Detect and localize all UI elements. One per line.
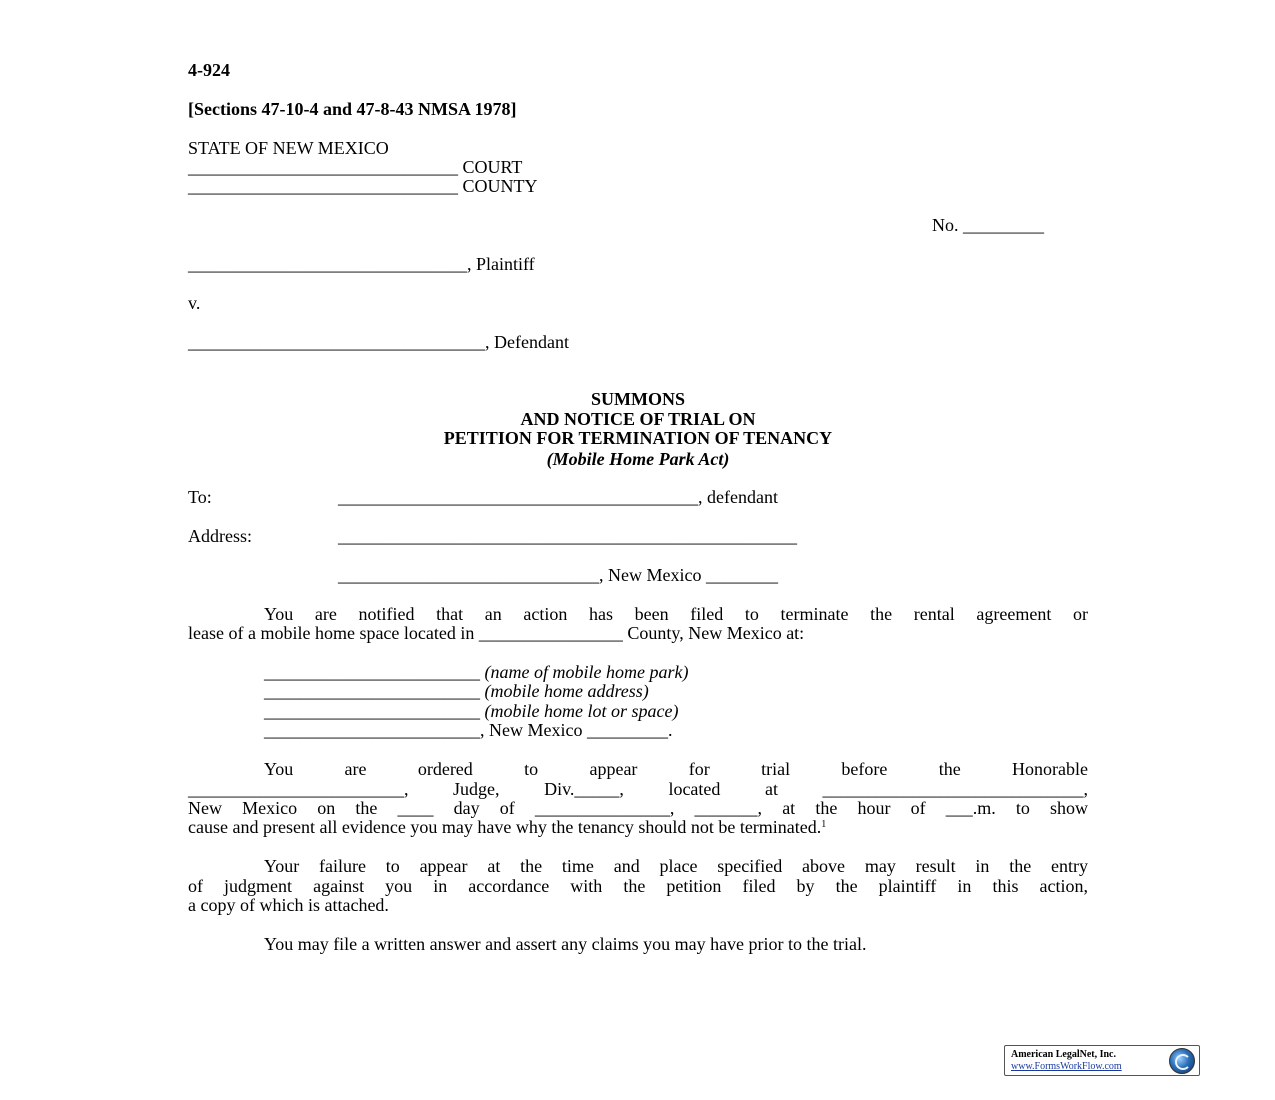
company-name: American LegalNet, Inc. [1011, 1049, 1116, 1060]
plaintiff-field: _______________________________, Plaintiff [188, 254, 535, 274]
failure-paragraph-line-2: of judgment against you in accordance with the petition filed by the plaintiff in this action, [188, 876, 1088, 896]
versus-label: v. [188, 293, 201, 313]
notice-paragraph-line-2: lease of a mobile home space located in ________________ County, New Mexico at: [188, 623, 805, 643]
title-petition: PETITION FOR TERMINATION OF TENANCY [443, 428, 833, 448]
to-defendant-field: ________________________________________, defendant [338, 487, 778, 507]
answer-paragraph: You may file a written answer and assert any claims you may have prior to the trial. [264, 934, 867, 954]
globe-icon [1169, 1048, 1195, 1074]
title-act: (Mobile Home Park Act) [546, 449, 730, 469]
failure-paragraph-line-3: a copy of which is attached. [188, 895, 389, 915]
order-paragraph-line-3: New Mexico on the ____ day of _______________, _______, at the hour of ___.m. to show [188, 798, 1088, 818]
mobile-home-park-field: ________________________ (name of mobile home park) [264, 662, 689, 682]
mobile-home-address-field: ________________________ (mobile home address) [264, 681, 649, 701]
title-summons: SUMMONS [591, 389, 685, 409]
order-paragraph-line-2: ________________________, Judge, Div._____, located at _____________________________, [188, 779, 1088, 799]
title-notice-of-trial: AND NOTICE OF TRIAL ON [520, 409, 756, 429]
state-heading: STATE OF NEW MEXICO [188, 138, 389, 158]
forms-workflow-link[interactable]: www.FormsWorkFlow.com [1011, 1061, 1122, 1072]
defendant-field: _________________________________, Defendant [188, 332, 569, 352]
footnote-marker: 1 [821, 819, 827, 830]
address-line-1: ___________________________________________________ [338, 526, 797, 546]
notice-paragraph-line-1: You are notified that an action has been filed to terminate the rental agreement or [264, 604, 1088, 624]
address-label: Address: [188, 526, 252, 546]
failure-paragraph-line-1: Your failure to appear at the time and place specified above may result in the entry [264, 856, 1088, 876]
court-field: ______________________________ COURT [188, 157, 523, 177]
order-paragraph-line-1: You are ordered to appear for trial before the Honorable [264, 759, 1088, 779]
form-number: 4-924 [188, 60, 230, 80]
to-label: To: [188, 487, 212, 507]
mobile-home-city-field: ________________________, New Mexico _________. [264, 720, 673, 740]
case-number-field: No. _________ [932, 215, 1044, 235]
statute-reference: [Sections 47-10-4 and 47-8-43 NMSA 1978] [188, 99, 517, 119]
order-paragraph-line-4: cause and present all evidence you may have why the tenancy should not be terminated.$^1$ [188, 817, 827, 837]
american-legalnet-logo[interactable] [1004, 1045, 1200, 1076]
mobile-home-lot-field: ________________________ (mobile home lot or space) [264, 701, 679, 721]
county-field: ______________________________ COUNTY [188, 176, 538, 196]
address-line-2: _____________________________, New Mexico ________ [338, 565, 778, 585]
